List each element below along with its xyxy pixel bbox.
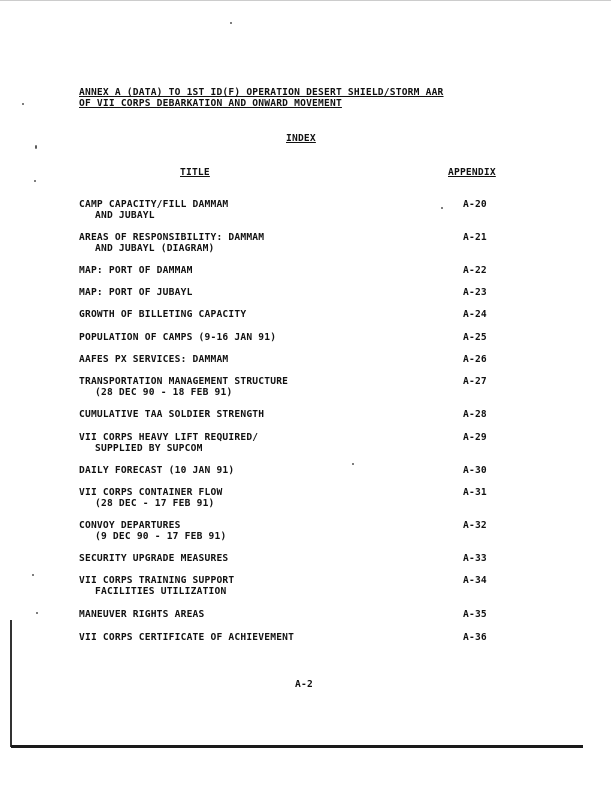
entry-title-line-2: AND JUBAYL <box>95 210 155 221</box>
scan-edge-left <box>10 620 12 747</box>
entry-title-line-2: (28 DEC 90 - 18 FEB 91) <box>95 387 233 398</box>
entry-title <box>79 287 193 298</box>
entry-title-line-1: MAP: PORT OF DAMMAM <box>79 265 193 276</box>
entry-title-line-1: CUMULATIVE TAA SOLDIER STRENGTH <box>79 409 265 420</box>
entry-title <box>79 553 228 564</box>
entry-title-line-1: MAP: PORT OF JUBAYL <box>79 287 193 298</box>
scan-speck <box>34 180 36 182</box>
entry-appendix: A-32 <box>463 520 487 531</box>
page-number: A-2 <box>295 679 313 690</box>
column-header-title: TITLE <box>180 167 210 178</box>
index-title: INDEX <box>286 133 316 144</box>
entry-title <box>79 354 228 365</box>
entry-appendix: A-30 <box>463 465 487 476</box>
entry-title-line-1: TRANSPORTATION MANAGEMENT STRUCTURE <box>79 376 289 387</box>
entry-title <box>79 199 228 221</box>
entry-appendix: A-33 <box>463 553 487 564</box>
entry-title-line-1: SECURITY UPGRADE MEASURES <box>79 553 229 564</box>
entry-appendix: A-24 <box>463 309 487 320</box>
annex-heading <box>79 87 444 109</box>
scan-speck <box>32 574 34 576</box>
scan-speck <box>35 145 37 149</box>
entry-title-line-1: POPULATION OF CAMPS (9-16 JAN 91) <box>79 332 277 343</box>
entry-title <box>79 520 226 542</box>
entry-appendix: A-20 <box>463 199 487 210</box>
entry-title <box>79 332 276 343</box>
entry-title-line-2: FACILITIES UTILIZATION <box>95 586 227 597</box>
entry-title-line-1: VII CORPS HEAVY LIFT REQUIRED/ <box>79 432 259 443</box>
entry-title <box>79 575 234 597</box>
scan-speck <box>441 207 443 209</box>
entry-title <box>79 487 222 509</box>
scan-speck <box>230 22 232 24</box>
column-header-appendix: APPENDIX <box>448 167 496 178</box>
entry-appendix: A-28 <box>463 409 487 420</box>
entry-title-line-1: GROWTH OF BILLETING CAPACITY <box>79 309 247 320</box>
scan-speck <box>22 103 24 105</box>
scan-speck <box>352 463 354 465</box>
entry-appendix: A-25 <box>463 332 487 343</box>
entry-title-line-2: (28 DEC - 17 FEB 91) <box>95 498 215 509</box>
scan-edge-top <box>0 0 611 1</box>
annex-heading-line-1: ANNEX A (DATA) TO 1ST ID(F) OPERATION DESERT SHIELD/STORM AAR <box>79 87 444 98</box>
scan-edge-bottom <box>11 745 583 748</box>
entry-title-line-1: AAFES PX SERVICES: DAMMAM <box>79 354 229 365</box>
entry-appendix: A-26 <box>463 354 487 365</box>
scan-speck <box>36 612 38 614</box>
entry-title-line-2: SUPPLIED BY SUPCOM <box>95 443 203 454</box>
entry-appendix: A-23 <box>463 287 487 298</box>
entry-title <box>79 232 264 254</box>
entry-title-line-1: CONVOY DEPARTURES <box>79 520 181 531</box>
entry-title <box>79 376 288 398</box>
entry-title <box>79 609 205 620</box>
entry-title-line-1: VII CORPS CERTIFICATE OF ACHIEVEMENT <box>79 632 295 643</box>
annex-heading-line-2: OF VII CORPS DEBARKATION AND ONWARD MOVEMENT <box>79 98 342 109</box>
entry-appendix: A-22 <box>463 265 487 276</box>
entry-appendix: A-36 <box>463 632 487 643</box>
entry-appendix: A-35 <box>463 609 487 620</box>
entry-appendix: A-31 <box>463 487 487 498</box>
entry-title <box>79 465 234 476</box>
entry-title <box>79 265 193 276</box>
entry-appendix: A-29 <box>463 432 487 443</box>
entry-title <box>79 432 258 454</box>
entry-appendix: A-34 <box>463 575 487 586</box>
entry-title-line-1: VII CORPS CONTAINER FLOW <box>79 487 223 498</box>
entry-appendix: A-21 <box>463 232 487 243</box>
entry-title-line-1: AREAS OF RESPONSIBILITY: DAMMAM <box>79 232 265 243</box>
entry-title-line-2: (9 DEC 90 - 17 FEB 91) <box>95 531 227 542</box>
entry-appendix: A-27 <box>463 376 487 387</box>
entry-title-line-2: AND JUBAYL (DIAGRAM) <box>95 243 215 254</box>
entry-title <box>79 409 264 420</box>
entry-title <box>79 632 294 643</box>
entry-title-line-1: CAMP CAPACITY/FILL DAMMAM <box>79 199 229 210</box>
entry-title-line-1: VII CORPS TRAINING SUPPORT <box>79 575 235 586</box>
entry-title-line-1: MANEUVER RIGHTS AREAS <box>79 609 205 620</box>
entry-title-line-1: DAILY FORECAST (10 JAN 91) <box>79 465 235 476</box>
entry-title <box>79 309 246 320</box>
